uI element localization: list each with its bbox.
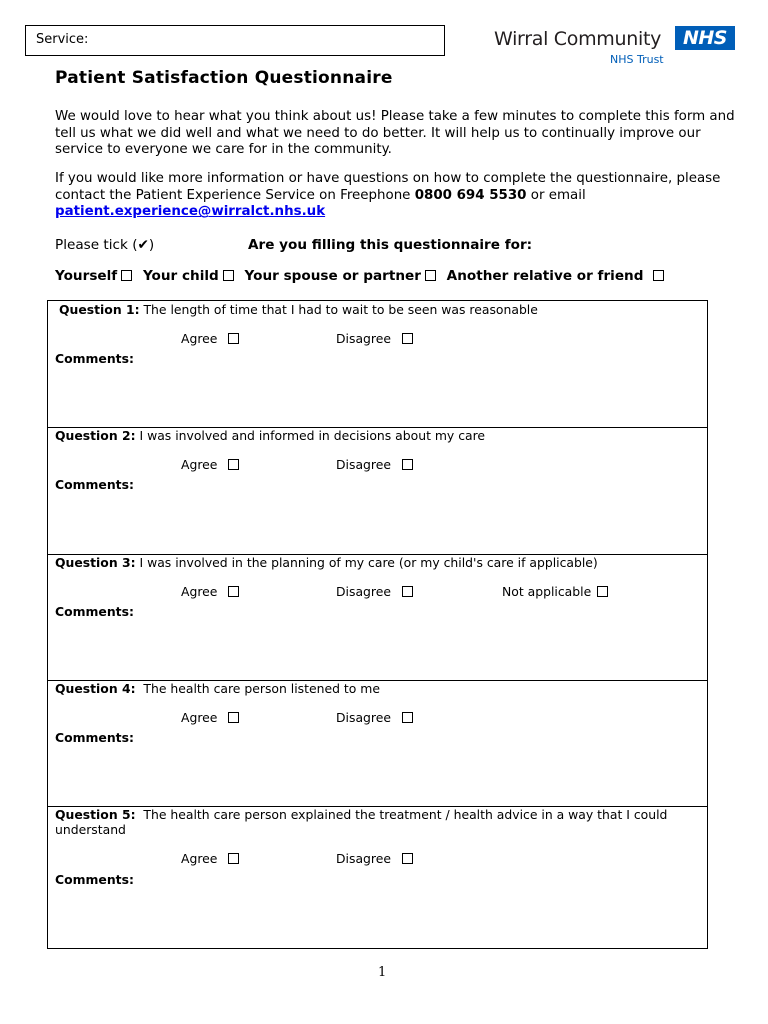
checkbox-icon[interactable] <box>402 853 413 864</box>
org-name: Wirral Community <box>494 28 662 50</box>
service-label: Service: <box>36 32 89 47</box>
question-text: Question 5: The health care person explained the treatment / health advice in a way that I could understand <box>55 807 668 837</box>
checkbox-icon[interactable] <box>228 459 239 470</box>
question-row-2 <box>48 428 707 555</box>
contact-paragraph <box>55 171 735 221</box>
please-tick-label: Please tick (✔) <box>55 237 155 253</box>
org-subtitle: NHS Trust <box>610 53 664 66</box>
agree-option[interactable]: Agree <box>181 331 239 346</box>
checkbox-icon[interactable] <box>223 270 234 281</box>
question-text: Question 4: The health care person listened to me <box>55 681 380 696</box>
disagree-option[interactable]: Disagree <box>336 851 413 866</box>
checkbox-icon[interactable] <box>121 270 132 281</box>
email-link[interactable]: patient.experience@wirralct.nhs.uk <box>55 204 326 220</box>
comments-label: Comments: <box>55 477 134 492</box>
service-field[interactable] <box>25 25 445 56</box>
comments-label: Comments: <box>55 604 134 619</box>
questions-table <box>47 300 708 949</box>
phone-number: 0800 694 5530 <box>414 187 527 203</box>
checkbox-icon[interactable] <box>228 853 239 864</box>
question-row-3 <box>48 555 707 681</box>
option-relative-friend[interactable]: Another relative or friend <box>447 268 665 284</box>
comments-label: Comments: <box>55 351 134 366</box>
checkbox-icon[interactable] <box>402 333 413 344</box>
question-row-5 <box>48 807 707 948</box>
comments-label: Comments: <box>55 872 134 887</box>
nhs-logo <box>494 26 739 68</box>
checkbox-icon[interactable] <box>425 270 436 281</box>
question-text: Question 1: The length of time that I had to wait to be seen was reasonable <box>59 302 538 317</box>
filling-for-label: Are you filling this questionnaire for: <box>248 237 533 253</box>
disagree-option[interactable]: Disagree <box>336 584 413 599</box>
question-text: Question 3: I was involved in the planning of my care (or my child's care if applicable) <box>55 555 598 570</box>
nhs-badge: NHS <box>675 26 735 50</box>
option-your-child[interactable]: Your child <box>143 268 234 284</box>
disagree-option[interactable]: Disagree <box>336 457 413 472</box>
disagree-option[interactable]: Disagree <box>336 710 413 725</box>
checkbox-icon[interactable] <box>228 586 239 597</box>
checkbox-icon[interactable] <box>402 586 413 597</box>
respondent-options <box>55 268 670 284</box>
page-number: 1 <box>378 965 387 980</box>
page-title: Patient Satisfaction Questionnaire <box>55 68 393 88</box>
agree-option[interactable]: Agree <box>181 584 239 599</box>
checkbox-icon[interactable] <box>228 333 239 344</box>
contact-text: If you would like more information or have questions on how to complete the questionnaire, please contact the Patient Experience Service on Freephone <box>55 171 721 203</box>
option-yourself[interactable]: Yourself <box>55 268 132 284</box>
disagree-option[interactable]: Disagree <box>336 331 413 346</box>
not-applicable-option[interactable]: Not applicable <box>502 584 608 599</box>
checkbox-icon[interactable] <box>653 270 664 281</box>
question-text: Question 2: I was involved and informed in decisions about my care <box>55 428 486 443</box>
checkbox-icon[interactable] <box>402 459 413 470</box>
checkbox-icon[interactable] <box>597 586 608 597</box>
or-email-text: or email <box>530 187 586 203</box>
agree-option[interactable]: Agree <box>181 457 239 472</box>
comments-label: Comments: <box>55 730 134 745</box>
agree-option[interactable]: Agree <box>181 710 239 725</box>
question-row-1 <box>48 301 707 428</box>
checkbox-icon[interactable] <box>228 712 239 723</box>
checkbox-icon[interactable] <box>402 712 413 723</box>
agree-option[interactable]: Agree <box>181 851 239 866</box>
question-row-4 <box>48 681 707 807</box>
intro-paragraph: We would love to hear what you think about us! Please take a few minutes to complete this form and tell us what we did well and what we need to do better. It will help us to continually improve our service to everyone we care for in the community. <box>55 109 735 158</box>
option-spouse-partner[interactable]: Your spouse or partner <box>245 268 436 284</box>
